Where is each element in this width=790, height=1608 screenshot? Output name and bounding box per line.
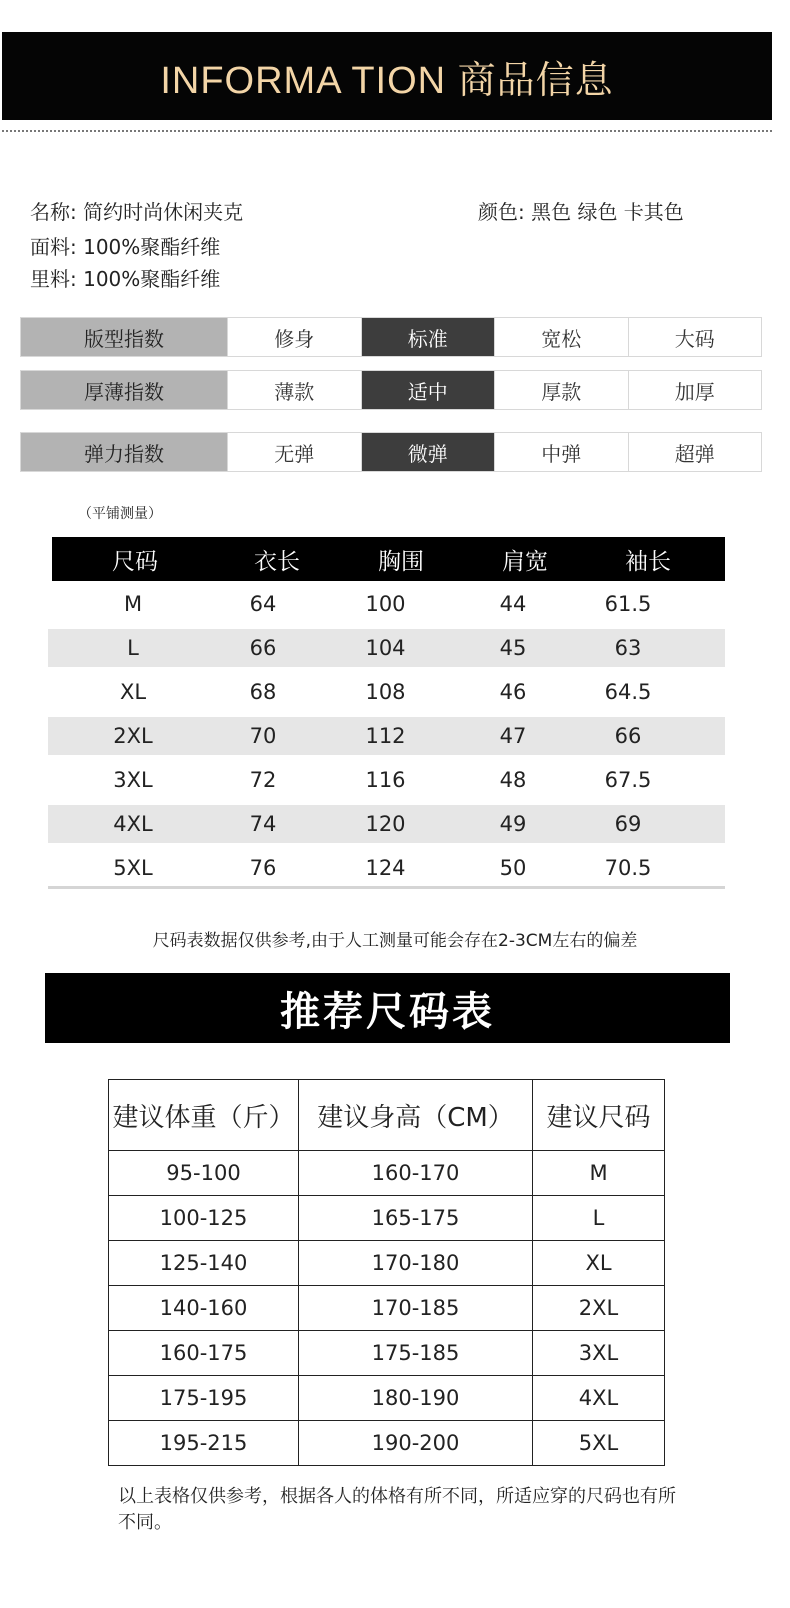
recommend-header-weight: 建议体重（斤） — [109, 1080, 299, 1151]
size-header-size: 尺码 — [112, 548, 158, 575]
size-cell-size: L — [127, 636, 139, 660]
size-cell-chest: 100 — [365, 592, 406, 616]
size-cell-shoulder: 47 — [499, 724, 527, 748]
product-colors: 颜色: 黑色 绿色 卡其色 — [478, 200, 684, 224]
recommend-cell-weight: 160-175 — [109, 1331, 299, 1376]
size-cell-size: XL — [119, 680, 147, 704]
dotted-divider — [2, 130, 772, 132]
recommend-cell-size: M — [533, 1151, 665, 1196]
table-row — [109, 1151, 665, 1196]
size-cell-sleeve: 66 — [614, 724, 642, 748]
size-cell-shoulder: 48 — [499, 768, 527, 792]
recommend-cell-height: 170-185 — [299, 1286, 533, 1331]
size-cell-chest: 112 — [365, 724, 406, 748]
recommend-cell-height: 190-200 — [299, 1421, 533, 1466]
index-row — [20, 317, 762, 357]
size-cell-length: 64 — [249, 592, 277, 616]
index-option: 微弹 — [361, 433, 495, 471]
recommend-cell-height: 180-190 — [299, 1376, 533, 1421]
size-disclaimer: 尺码表数据仅供参考,由于人工测量可能会存在2-3CM左右的偏差 — [152, 931, 638, 951]
measure-note: （平铺测量） — [78, 506, 162, 522]
table-row — [48, 805, 725, 843]
size-cell-length: 70 — [249, 724, 277, 748]
size-cell-length: 68 — [249, 680, 277, 704]
index-option: 修身 — [227, 318, 361, 356]
size-cell-chest: 120 — [365, 812, 406, 836]
table-row — [48, 629, 725, 667]
recommend-cell-height: 165-175 — [299, 1196, 533, 1241]
recommend-cell-weight: 140-160 — [109, 1286, 299, 1331]
info-title: INFORMA TION 商品信息 — [160, 59, 614, 102]
size-cell-chest: 124 — [365, 856, 406, 880]
size-cell-shoulder: 50 — [499, 856, 527, 880]
size-cell-size: M — [123, 592, 143, 616]
size-cell-chest: 116 — [365, 768, 406, 792]
info-banner — [2, 32, 772, 120]
recommend-cell-weight: 195-215 — [109, 1421, 299, 1466]
recommend-cell-weight: 175-195 — [109, 1376, 299, 1421]
recommend-header-row — [109, 1080, 665, 1151]
table-row — [109, 1331, 665, 1376]
recommend-title: 推荐尺码表 — [280, 988, 495, 1035]
table-row — [109, 1376, 665, 1421]
recommend-cell-height: 175-185 — [299, 1331, 533, 1376]
recommend-cell-size: 4XL — [533, 1376, 665, 1421]
size-cell-size: 5XL — [113, 856, 153, 880]
index-option: 超弹 — [628, 433, 762, 471]
table-row — [48, 673, 725, 711]
size-header-shoulder: 肩宽 — [502, 548, 548, 575]
size-table-bottom-line — [48, 886, 725, 889]
product-name: 名称: 简约时尚休闲夹克 — [30, 200, 244, 224]
size-cell-sleeve: 64.5 — [604, 680, 652, 704]
table-row — [48, 761, 725, 799]
recommend-cell-size: L — [533, 1196, 665, 1241]
table-row — [48, 585, 725, 623]
size-cell-length: 72 — [249, 768, 277, 792]
index-option: 适中 — [361, 371, 495, 409]
table-row — [109, 1241, 665, 1286]
recommend-table — [108, 1079, 665, 1466]
index-row — [20, 432, 762, 472]
index-option: 无弹 — [227, 433, 361, 471]
size-cell-shoulder: 49 — [499, 812, 527, 836]
table-row — [109, 1286, 665, 1331]
product-lining: 里料: 100%聚酯纤维 — [30, 267, 221, 291]
recommend-cell-size: XL — [533, 1241, 665, 1286]
index-row — [20, 370, 762, 410]
size-cell-shoulder: 46 — [499, 680, 527, 704]
size-cell-length: 74 — [249, 812, 277, 836]
index-option: 大码 — [628, 318, 762, 356]
recommend-header-height: 建议身高（CM） — [299, 1080, 533, 1151]
recommend-cell-height: 160-170 — [299, 1151, 533, 1196]
size-header-length: 衣长 — [254, 548, 300, 575]
size-cell-length: 76 — [249, 856, 277, 880]
size-table-header — [52, 537, 725, 581]
table-row — [109, 1421, 665, 1466]
table-row — [48, 717, 725, 755]
size-cell-size: 4XL — [113, 812, 153, 836]
size-cell-chest: 108 — [365, 680, 406, 704]
size-cell-shoulder: 44 — [499, 592, 527, 616]
recommend-cell-size: 3XL — [533, 1331, 665, 1376]
size-cell-size: 3XL — [113, 768, 153, 792]
size-cell-sleeve: 70.5 — [604, 856, 652, 880]
index-label: 弹力指数 — [21, 433, 227, 471]
product-fabric: 面料: 100%聚酯纤维 — [30, 235, 221, 259]
size-cell-length: 66 — [249, 636, 277, 660]
index-option: 加厚 — [628, 371, 762, 409]
index-option: 标准 — [361, 318, 495, 356]
recommend-header-size: 建议尺码 — [533, 1080, 665, 1151]
recommend-cell-weight: 95-100 — [109, 1151, 299, 1196]
size-cell-chest: 104 — [365, 636, 406, 660]
recommend-cell-size: 2XL — [533, 1286, 665, 1331]
index-option: 中弹 — [494, 433, 628, 471]
recommend-banner — [45, 973, 730, 1043]
index-label: 版型指数 — [21, 318, 227, 356]
size-cell-shoulder: 45 — [499, 636, 527, 660]
recommend-cell-size: 5XL — [533, 1421, 665, 1466]
size-cell-sleeve: 69 — [614, 812, 642, 836]
size-cell-sleeve: 61.5 — [604, 592, 652, 616]
size-header-chest: 胸围 — [378, 548, 424, 575]
recommend-cell-weight: 125-140 — [109, 1241, 299, 1286]
size-cell-sleeve: 67.5 — [604, 768, 652, 792]
index-label: 厚薄指数 — [21, 371, 227, 409]
table-row — [48, 849, 725, 887]
size-cell-size: 2XL — [113, 724, 153, 748]
table-row — [109, 1196, 665, 1241]
size-header-sleeve: 袖长 — [625, 548, 671, 575]
recommend-cell-height: 170-180 — [299, 1241, 533, 1286]
index-option: 薄款 — [227, 371, 361, 409]
size-cell-sleeve: 63 — [614, 636, 642, 660]
recommend-footnote: 以上表格仅供参考，根据各人的体格有所不同，所适应穿的尺码也有所不同。 — [118, 1486, 676, 1533]
recommend-cell-weight: 100-125 — [109, 1196, 299, 1241]
index-option: 厚款 — [494, 371, 628, 409]
index-option: 宽松 — [494, 318, 628, 356]
